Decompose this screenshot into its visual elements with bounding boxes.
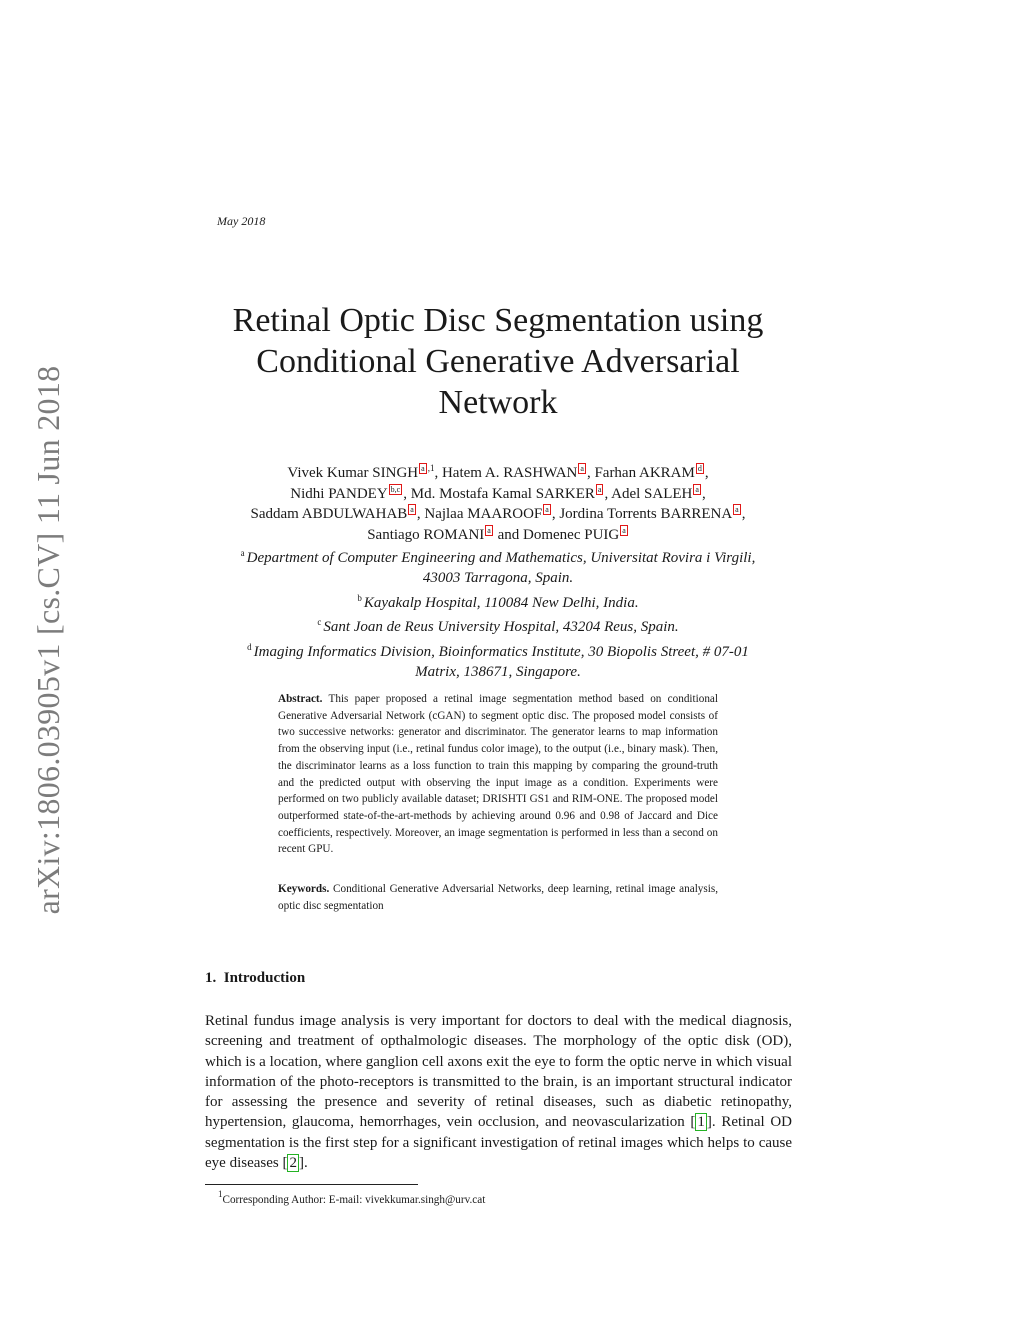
author-separator: , [704,465,709,481]
author-extra-mark: ,1 [427,463,435,473]
footnote-text: Corresponding Author: E-mail: vivekkumar.singh@urv.cat [222,1194,486,1206]
author-row [180,484,816,505]
keywords-text: Conditional Generative Adversarial Networks, deep learning, retinal image analysis, optic disc segmentation [278,883,719,912]
author-name: Hatem A. RASHWAN [441,465,578,481]
affiliation-entry-cont: Matrix, 138671, Singapore. [415,663,581,680]
citation-link[interactable]: 1 [697,1114,705,1131]
citation-link[interactable]: 2 [289,1155,297,1172]
affiliation-entry-cont: 43003 Tarragona, Spain. [422,569,574,586]
author-name: Jordina Torrents BARRENA [559,506,733,522]
author-separator: , [586,465,595,481]
footnote-rule [205,1184,418,1185]
affiliation-text: Sant Joan de Reus University Hospital, 43204 Reus, Spain. [323,619,679,636]
affiliation-mark: b [357,592,362,603]
affiliation-link[interactable]: a [622,525,626,535]
paper-title [160,300,836,423]
author-separator: , [741,506,746,522]
keywords [278,881,718,914]
author-separator: , [551,506,560,522]
author-list [180,459,816,545]
affiliation-link[interactable]: a [410,505,414,514]
affiliation-link[interactable]: a [597,484,602,494]
section-title: Introduction [223,970,306,986]
author-separator: and [493,526,523,543]
section-number: 1. [205,970,217,986]
affiliation-link[interactable]: a [421,464,425,473]
affiliation-text: Kayakalp Hospital, 110084 New Delhi, India. [363,594,639,611]
intro-text: ]. Retinal OD segmentation is the first step for a significant investigation of retinal images which helps to cause eye diseases [ [205,1114,792,1172]
author-name: Nidhi PANDEY [290,485,388,502]
keywords-label: Keywords. [278,883,330,895]
title-line: Network [438,384,558,421]
affiliation-link[interactable]: d [697,464,702,473]
author-separator: , [403,485,411,502]
affiliation-mark: c [317,617,322,628]
author-row [180,525,816,546]
arxiv-stamp: arXiv:1806.03905v1 [cs.CV] 11 Jun 2018 [30,365,66,915]
author-row [180,504,816,525]
author-separator: , [434,465,442,481]
affiliation-text: Imaging Informatics Division, Bioinformatics Institute, 30 Biopolis Street, # 07-01 [253,644,749,661]
affiliation-entry [190,613,806,638]
date: May 2018 [217,214,266,228]
author-row [180,459,816,484]
affiliations [190,544,806,683]
affiliation-mark: a [240,548,245,558]
footnote [218,1189,485,1206]
intro-text: Retinal fundus image analysis is very important for doctors to deal with the medical diagnosis, screening and treatment of opthalmologic diseases. The morphology of the optic disk (OD), which is a location, where ganglion cell axons exit the eye to form the optic nerve in which visual information of the photo-receptors is transmitted to the brain, is an important structural indicator for assessing the presence and severity of retinal diseases, such as diabetic retinopathy, hypertension, glaucoma, hemorrhages, vein occlusion, and neovascularization [ [205,1013,792,1131]
affiliation-link[interactable]: a [545,505,549,514]
affiliation-text: Department of Computer Engineering and Mathematics, Universitat Rovira i Virgili, [246,550,756,566]
abstract-label: Abstract. [278,693,323,705]
affiliation-mark: d [247,642,252,653]
author-name: Saddam ABDULWAHAB [250,506,408,522]
footnote-mark: 1 [218,1189,223,1199]
title-line: Conditional Generative Adversarial [256,343,740,380]
affiliation-link[interactable]: a [695,484,699,494]
section-heading [205,970,305,987]
author-separator: , [604,485,612,502]
affiliation-entry [190,544,806,569]
intro-text: ]. [298,1155,308,1172]
author-name: Md. Mostafa Kamal SARKER [410,485,595,502]
author-separator: , [701,485,706,502]
author-name: Vivek Kumar SINGH [287,465,419,481]
affiliation-entry [190,638,806,663]
affiliation-entry [190,589,806,614]
affiliation-link[interactable]: a [735,505,739,514]
author-separator: , [416,506,425,522]
abstract [278,691,718,858]
affiliation-link[interactable]: a [487,525,491,535]
intro-paragraph [205,1011,792,1173]
affiliation-link[interactable]: a [580,464,584,473]
abstract-text: This paper proposed a retinal image segmentation method based on conditional Generative Adversarial Network (cGAN) to segment optic disc. The proposed model consists of two successive networks: generator and discriminator. The generator learns to map information from the observing input (i.e., retinal fundus color image), to the output (i.e., binary mask). Then, the discriminator learns as a loss function to train this mapping by comparing the ground-truth and the predicted output with observing the input image as a condition. Experiments were performed on two publicly available dataset; DRISHTI GS1 and RIM-ONE. The proposed model outperformed state-of-the-art-methods by achieving around 0.96 and 0.98 of Jaccard and Dice coefficients, respectively. Moreover, an image segmentation is performed in less than a second on recent GPU. [278,693,718,856]
author-name: Farhan AKRAM [594,465,695,481]
author-name: Santiago ROMANI [367,526,485,543]
author-name: Najlaa MAAROOF [424,506,543,522]
title-line: Retinal Optic Disc Segmentation using [232,302,764,339]
author-name: Adel SALEH [611,485,693,502]
affiliation-link[interactable]: b,c [390,484,401,494]
author-name: Domenec PUIG [523,526,620,543]
